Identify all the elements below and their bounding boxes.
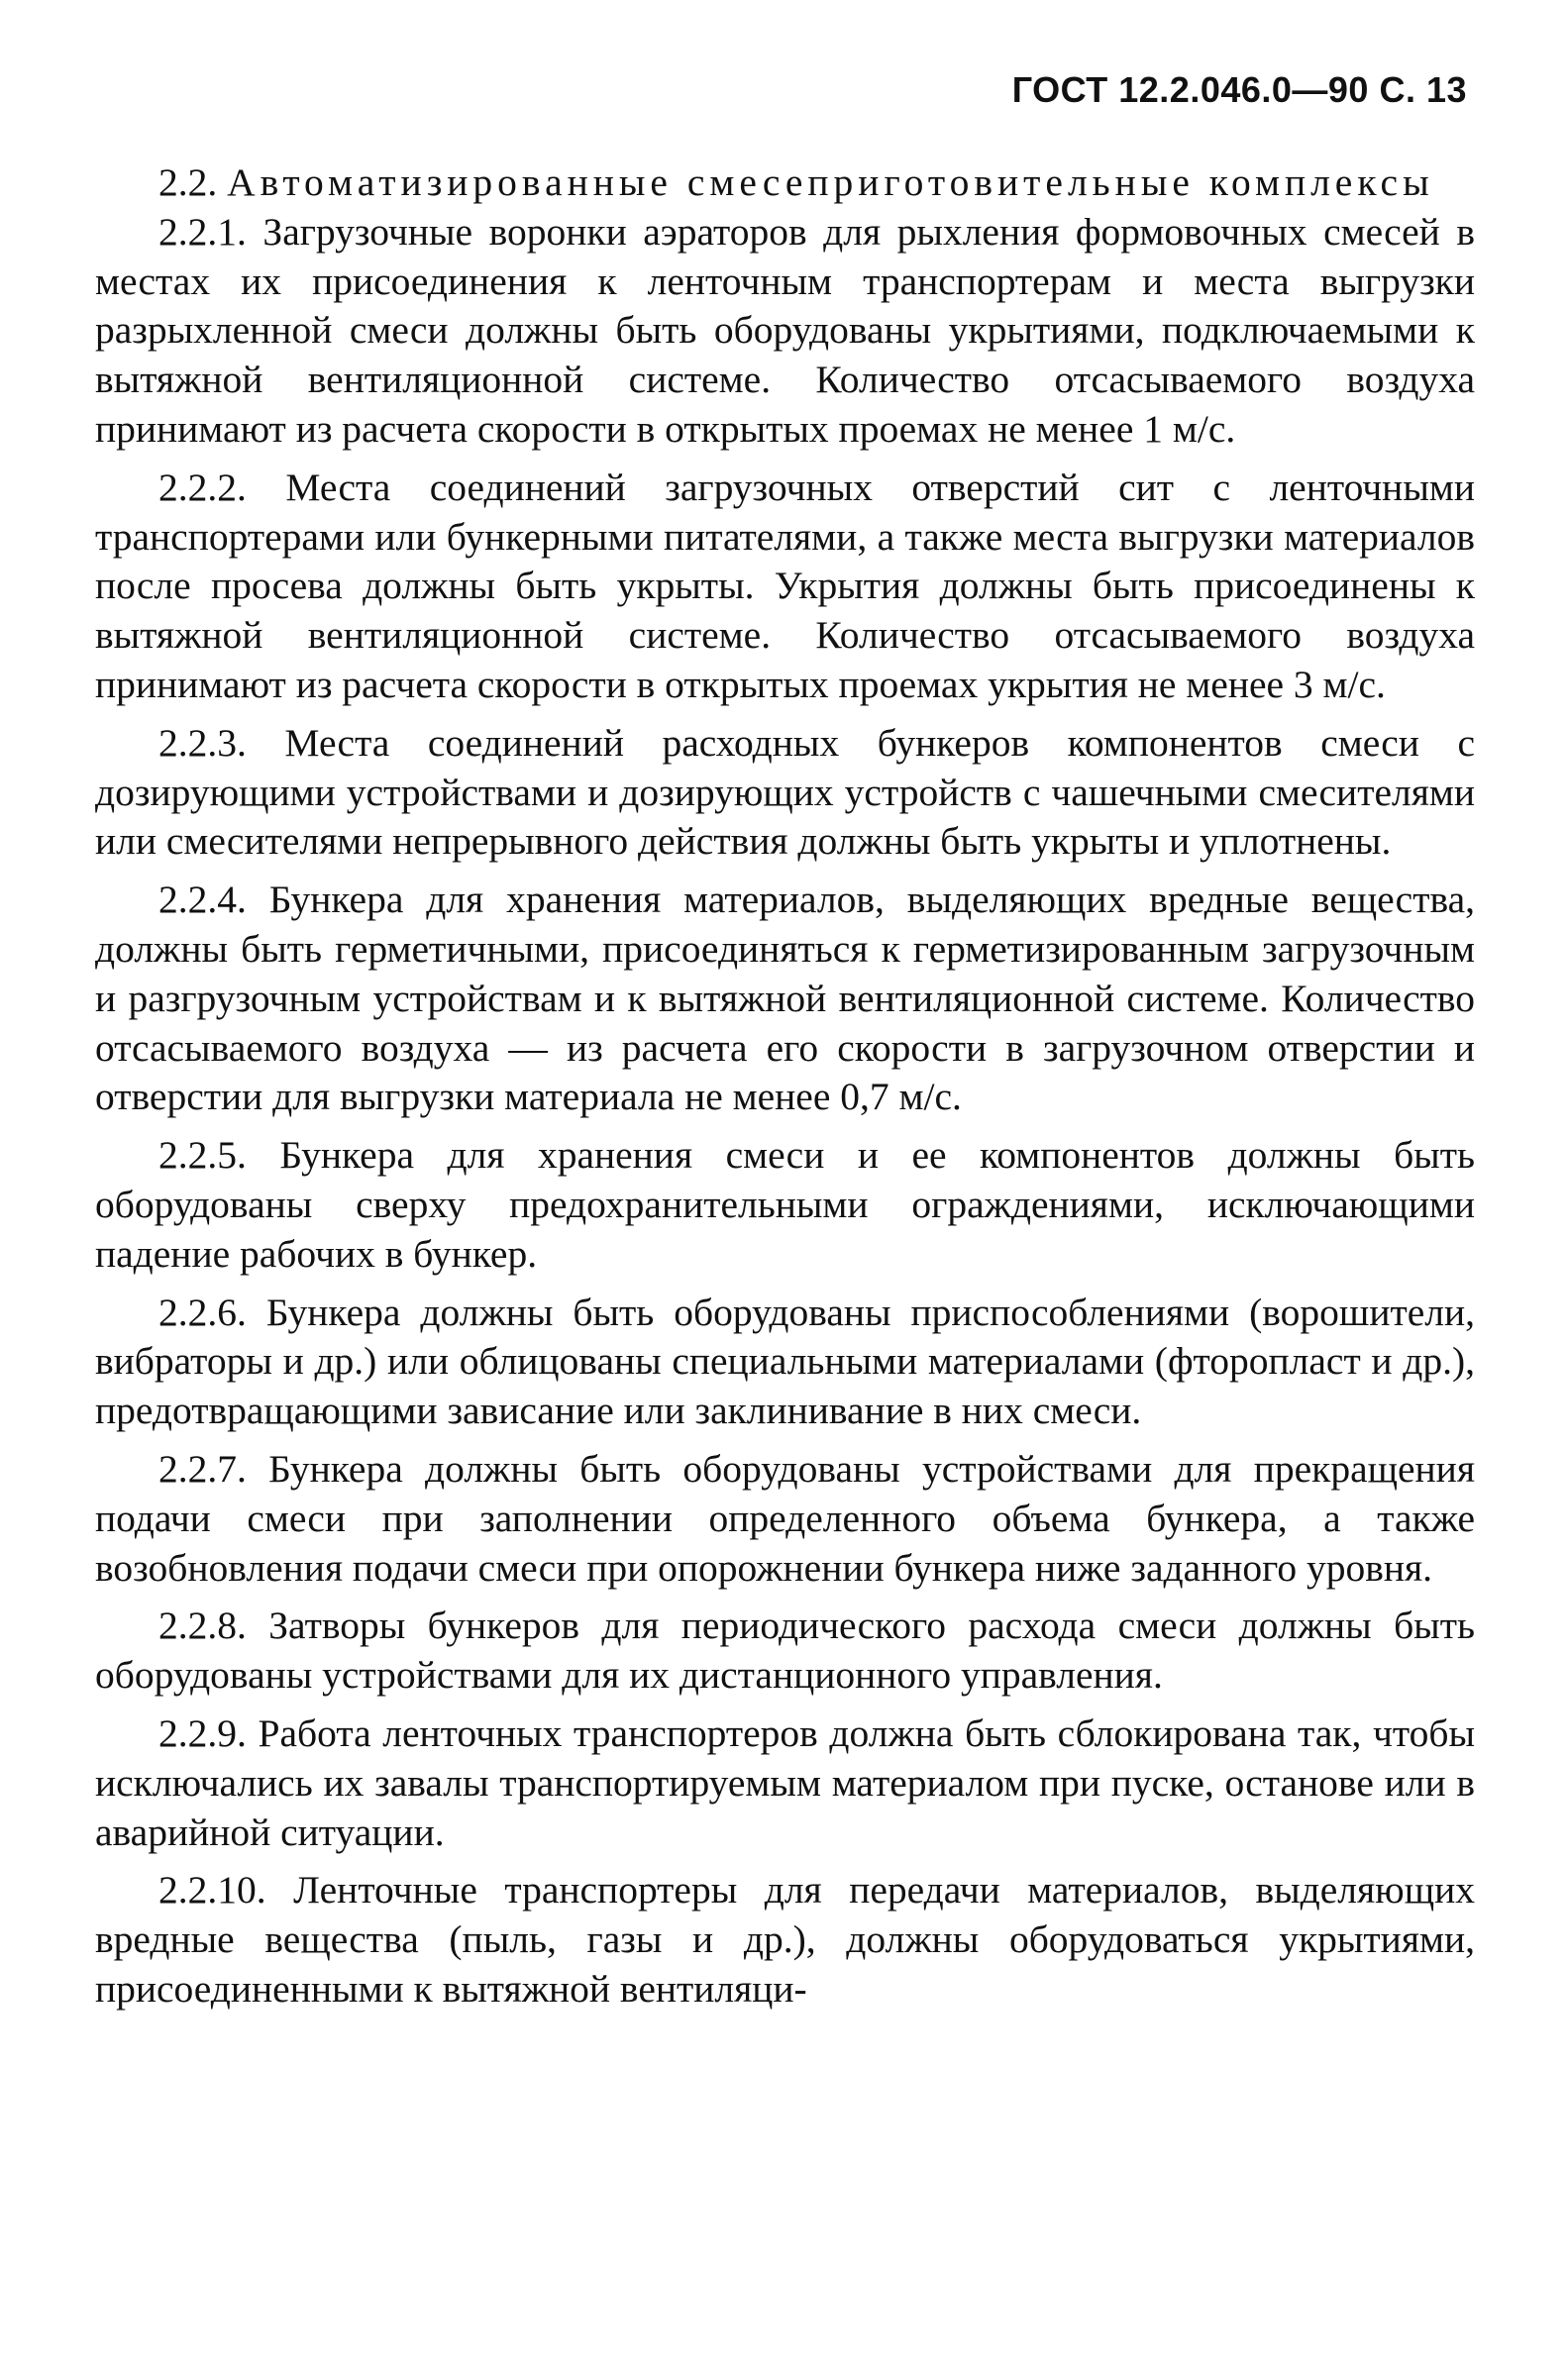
paragraph-2-2-1: 2.2.1. Загрузочные воронки аэраторов для рыхления формовочных смесей в местах их присоединения к ленточным транспортерам и места выгрузки разрыхленной смеси должны быть оборудованы укрытиями, подключаемыми к вытяжной вентиляционной системе. Количество отсасываемого воздуха принимают из расчета скорости в открытых проемах не менее 1 м/с. [95,209,1475,451]
section-heading [95,158,1475,208]
paragraph-2-2-2: 2.2.2. Места соединений загрузочных отверстий сит с ленточными транспортерами или бункерными питателями, а также места выгрузки материалов после просева должны быть укрыты. Укрытия должны быть присоединены к вытяжной вентиляционной системе. Количество отсасываемого воздуха принимают из расчета скорости в открытых проемах укрытия не менее 3 м/с. [95,465,1475,706]
page-header: ГОСТ 12.2.046.0—90 С. 13 [1011,69,1467,110]
paragraph-2-2-5: 2.2.5. Бункера для хранения смеси и ее компонентов должны быть оборудованы сверху предохранительными ограждениями, исключающими падение рабочих в бункер. [95,1133,1475,1276]
document-body [95,158,1475,2023]
paragraph-2-2-8: 2.2.8. Затворы бункеров для периодического расхода смеси должны быть оборудованы устройствами для их дистанционного управления. [95,1603,1475,1698]
paragraph-2-2-10: 2.2.10. Ленточные транспортеры для передачи материалов, выделяющих вредные вещества (пыль, газы и др.), должны оборудоваться укрытиями, присоединенными к вытяжной вентиляци- [95,1868,1475,2011]
paragraph-2-2-9: 2.2.9. Работа ленточных транспортеров должна быть сблокирована так, чтобы исключались их завалы транспортируемым материалом при пуске, останове или в аварийной ситуации. [95,1710,1475,1854]
paragraph-2-2-7: 2.2.7. Бункера должны быть оборудованы устройствами для прекращения подачи смеси при заполнении определенного объема бункера, а также возобновления подачи смеси при опорожнении бункера ниже заданного уровня. [95,1446,1475,1590]
section-number: 2.2. [158,160,218,204]
section-title: Автоматизированные смесеприготовительные комплексы [227,160,1434,204]
paragraph-2-2-3: 2.2.3. Места соединений расходных бункеров компонентов смеси с дозирующими устройствами и дозирующих устройств с чашечными смесителями или смесителями непрерывного действия должны быть укрыты и уплотнены. [95,720,1475,864]
paragraph-2-2-6: 2.2.6. Бункера должны быть оборудованы приспособлениями (ворошители, вибраторы и др.) или облицованы специальными материалами (фторопласт и др.), предотвращающими зависание или заклинивание в них смеси. [95,1290,1475,1433]
paragraph-2-2-4: 2.2.4. Бункера для хранения материалов, выделяющих вредные вещества, должны быть герметичными, присоединяться к герметизированным загрузочным и разгрузочным устройствам и к вытяжной вентиляционной системе. Количество отсасываемого воздуха — из расчета его скорости в загрузочном отверстии и отверстии для выгрузки материала не менее 0,7 м/с. [95,878,1475,1119]
